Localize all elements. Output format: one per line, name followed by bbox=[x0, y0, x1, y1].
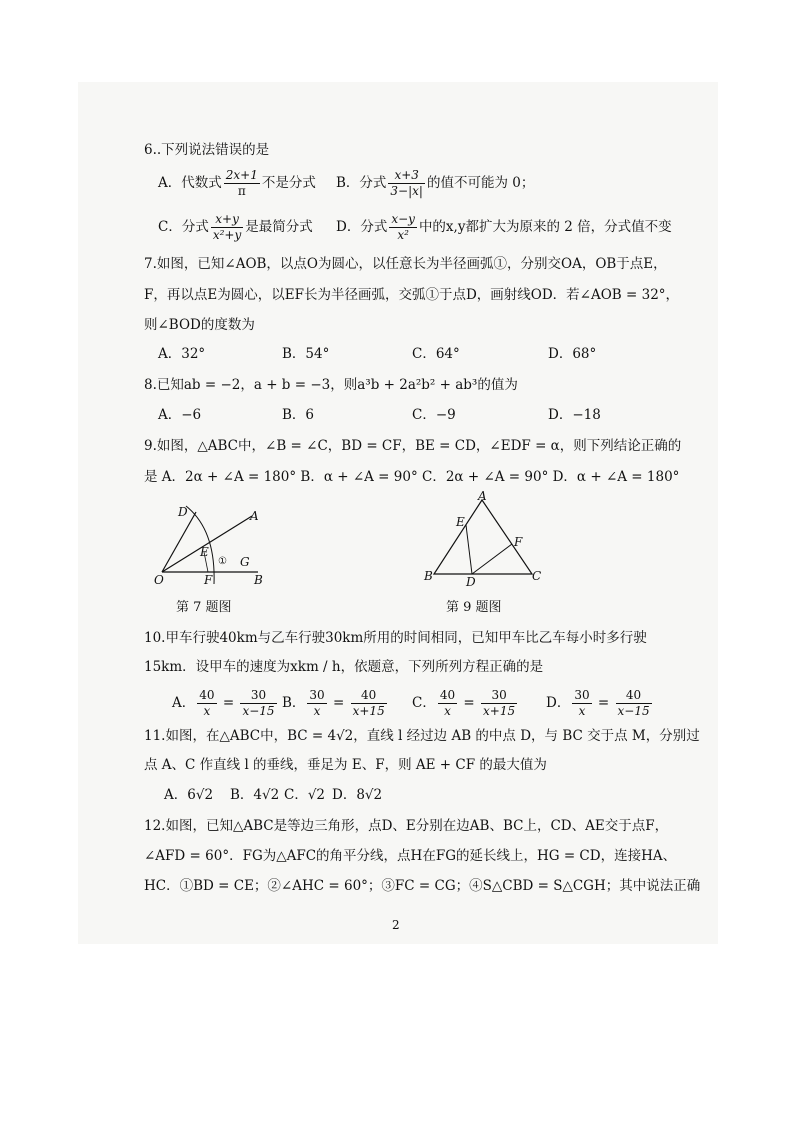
label-d: D bbox=[466, 575, 476, 588]
q8-option-c: C．−9 bbox=[412, 407, 456, 423]
label-d: D bbox=[178, 505, 188, 519]
figure-9-diagram bbox=[420, 488, 550, 588]
q9-line-1: 9.如图，△ABC中，∠B = ∠C，BD = CF，BE = CD，∠EDF = α，则下列结论正确的 bbox=[144, 438, 682, 454]
q11-line-2: 点 A、C 作直线 l 的垂线，垂足为 E、F，则 AE + CF 的最大值为 bbox=[144, 757, 547, 773]
q10-option-c: C． $\frac{40}{x}$ = $\frac{30}{x+15}$ bbox=[412, 688, 516, 718]
segment-df bbox=[472, 544, 512, 574]
q12-line-1: 12.如图，已知△ABC是等边三角形，点D、E分别在边AB、BC上，CD、AE交于点F， bbox=[144, 818, 669, 834]
q11-option-b: B．4√2 bbox=[230, 787, 280, 803]
q11-option-d: D．8√2 bbox=[332, 787, 383, 803]
q6-option-a: A．代数式 $\frac{2x+1}{\pi}$ 不是分式 bbox=[158, 168, 316, 198]
q10-option-a: A． $\frac{40}{x}$ = $\frac{30}{x-15}$ bbox=[172, 688, 275, 718]
page-number: 2 bbox=[392, 918, 400, 932]
figure-7-diagram bbox=[150, 500, 280, 590]
label-b: B bbox=[254, 573, 263, 587]
label-a: A bbox=[250, 509, 259, 523]
label-a: A bbox=[478, 489, 487, 503]
q6-option-d: D．分式 $\frac{x-y}{\text{x²}}$ 中的x,y都扩大为原来的 2 倍，分式值不变 bbox=[336, 212, 672, 242]
q8-stem: 8.已知ab = −2，a + b = −3，则a³b + 2a²b² + ab³的值为 bbox=[144, 377, 518, 393]
label-g: G bbox=[240, 555, 250, 569]
label-e: E bbox=[456, 515, 465, 529]
ray-oa bbox=[162, 516, 252, 572]
ray-od bbox=[162, 512, 196, 572]
label-b: B bbox=[424, 569, 433, 583]
figure-9-caption: 第 9 题图 bbox=[446, 600, 502, 615]
q6-option-c: C．分式 $\frac{x+y}{\text{x²+y}}$ 是最简分式 bbox=[158, 212, 313, 242]
q10-option-d: D． $\frac{30}{x}$ = $\frac{40}{x-15}$ bbox=[546, 688, 650, 718]
label-f: F bbox=[204, 573, 213, 587]
q8-option-a: A．−6 bbox=[158, 407, 202, 423]
q7-line-2: F，再以点E为圆心，以EF长为半径画弧，交弧①于点D，画射线OD．若∠AOB = 32°， bbox=[144, 287, 680, 303]
q10-option-b: B． $\frac{30}{x}$ = $\frac{40}{x+15}$ bbox=[282, 688, 385, 718]
q12-line-2: ∠AFD = 60°．FG为△AFC的角平分线，点H在FG的延长线上，HG = CD，连接HA、 bbox=[144, 848, 677, 864]
figure-7-caption: 第 7 题图 bbox=[176, 600, 232, 615]
label-o: O bbox=[154, 573, 164, 587]
q10-line-1: 10.甲车行驶40km与乙车行驶30km所用的时间相同，已知甲车比乙车每小时多行驶 bbox=[144, 630, 647, 646]
q7-option-c: C．64° bbox=[412, 346, 460, 362]
q9-line-2: 是 A．2α + ∠A = 180° B．α + ∠A = 90° C．2α + ∠A = 90° D．α + ∠A = 180° bbox=[144, 469, 680, 485]
q11-option-a: A．6√2 bbox=[164, 787, 214, 803]
q8-option-b: B．6 bbox=[282, 407, 315, 423]
label-c: C bbox=[532, 569, 542, 583]
q6-option-b: B．分式 $\frac{x+3}{3-|x|}$ 的值不可能为 0； bbox=[336, 168, 535, 198]
label-e: E bbox=[200, 545, 209, 559]
label-f: F bbox=[514, 535, 523, 549]
q7-option-d: D．68° bbox=[548, 346, 597, 362]
q7-line-3: 则∠BOD的度数为 bbox=[144, 317, 255, 333]
q12-line-3: HC．①BD = CE；②∠AHC = 60°；③FC = CG；④S△CBD = S△CGH；其中说法正确 bbox=[144, 878, 701, 894]
q11-option-c: C．√2 bbox=[284, 787, 326, 803]
q7-line-1: 7.如图，已知∠AOB，以点O为圆心，以任意长为半径画弧①，分别交OA，OB于点E， bbox=[144, 256, 667, 272]
segment-ed bbox=[466, 525, 472, 574]
q6-stem: 6..下列说法错误的是 bbox=[144, 142, 270, 158]
label-arc-1: ① bbox=[218, 556, 227, 567]
q7-option-a: A．32° bbox=[158, 346, 206, 362]
q11-line-1: 11.如图，在△ABC中，BC = 4√2，直线 l 经过边 AB 的中点 D，与 BC 交于点 M，分别过 bbox=[144, 728, 700, 744]
q7-option-b: B．54° bbox=[282, 346, 330, 362]
q10-line-2: 15km．设甲车的速度为xkm / h，依题意，下列所列方程正确的是 bbox=[144, 659, 544, 675]
q8-option-d: D．−18 bbox=[548, 407, 601, 423]
